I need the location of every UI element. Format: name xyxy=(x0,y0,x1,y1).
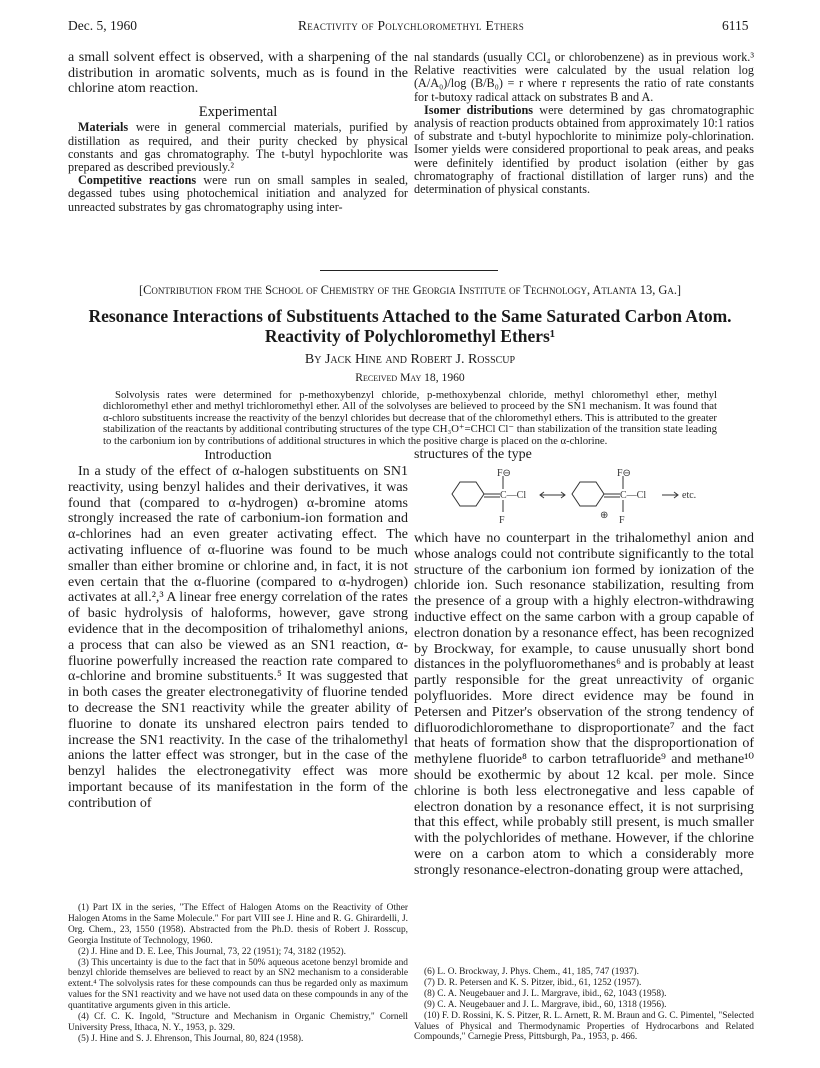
isomer-text: were determined by gas chromatographic analysis of reaction products obtained from approximately 10:1 ratios of substrate and t-butyl hypochlorite to minimize poly-chlorination. Isomer yields were considered proportional to peak areas, and peaks were definitely identified by product isolation (either by gas chromatography of fractional distillation of larger runs) and the determination of physical constants. xyxy=(414,102,754,197)
isomer-paragraph xyxy=(414,104,754,196)
footnotes-right xyxy=(414,967,754,1043)
experimental-heading: Experimental xyxy=(198,103,278,120)
footnote: (8) C. A. Neugebauer and J. L. Margrave, ibid., 62, 1043 (1958). xyxy=(424,988,667,999)
received-date: Received May 18, 1960 xyxy=(355,371,465,384)
body-right-column xyxy=(414,531,754,879)
footnote: (5) J. Hine and S. J. Ehrenson, This Journal, 80, 824 (1958). xyxy=(78,1033,304,1044)
materials-text: were in general commercial materials, purified by distillation as required, and their purity checked by physical constants and gas chromatography. The t-butyl hypochlorite was prepared as described previously.² xyxy=(68,120,408,174)
benzene-ring-left xyxy=(452,482,484,506)
article-title-line-2: Reactivity of Polychloromethyl Ethers¹ xyxy=(264,326,556,346)
prev-article-right-column xyxy=(414,51,754,196)
scheme-f-top-left: F⊖ xyxy=(497,468,511,479)
footnote: (10) F. D. Rossini, K. S. Pitzer, R. L. Arnett, R. M. Braun and G. C. Pimentel, "Selected Values of Physical and Thermodynamic Properties of Hydrocarbons and Related Compounds," Carnegie Press, Pittsburgh, Pa., 1953, p. 466. xyxy=(414,1010,754,1043)
footnote: (2) J. Hine and D. E. Lee, This Journal, 73, 22 (1951); 74, 3182 (1952). xyxy=(78,946,347,957)
prev-article-left-column xyxy=(68,50,408,214)
running-title: Reactivity of Polychloromethyl Ethers xyxy=(298,18,525,33)
footnote: (4) Cf. C. K. Ingold, "Structure and Mechanism in Organic Chemistry," Cornell University Press, Ithaca, N. Y., 1953, p. 329. xyxy=(68,1012,408,1033)
scheme-plus-charge: ⊕ xyxy=(600,510,609,521)
article-title-line-1: Resonance Interactions of Substituents Attached to the Same Saturated Carbon Atom. xyxy=(88,306,732,326)
footnote: (6) L. O. Brockway, J. Phys. Chem., 41, 185, 747 (1937). xyxy=(424,967,639,977)
scheme-etc: etc. xyxy=(682,490,697,501)
scheme-f-bottom-right: F xyxy=(619,515,625,526)
body-left-column xyxy=(68,447,408,812)
materials-lead: Materials xyxy=(78,120,129,135)
introduction-paragraph: In a study of the effect of α-halogen substituents on SN1 reactivity, using benzyl halides and their derivatives, it was found that (compared to α-hydrogen) α-bromine atoms strongly increased the rate of carbonium-ion formation and α-chlorines had an even greater activating effect. The activating influence of α-fluorine was found to be much smaller than either bromine or chlorine and, in fact, it is not even certain that the α-fluorine (compared to α-hydrogen) activates at all.²,³ A linear free energy correlation of the rates of basic hydrolysis of haloforms, however, gave strong evidence that in the decomposition of trihalomethyl anions, a process that can also be viewed as an SN1 reaction, α-fluorine powerfully increased the reaction rate compared to α-chlorine and bromine substituents.⁵ It was suggested that in both cases the greater electronegativity of fluorine tended to decrease the SN1 reactivity while the greater ability of fluorine to donate its unshared electron pairs tended to increase the SN1 reactivity. In the case of the trihalomethyl anions the latter effect was stronger, but in the case of the benzyl halides the electronegativity effect was more important because of its manifestation in the form of the contribution of xyxy=(68,464,408,811)
footnotes-left xyxy=(68,903,408,1045)
resonance-paragraph: which have no counterpart in the trihalomethyl anion and whose analogs could not contribute significantly to the total structure of the carbonium ion formed by ionization of the chloride ion. Such resonance stabilization, resulting from the presence of a group with a highly electron-withdrawing inductive effect on the same carbon with a group capable of electron donation by a resonance effect, has been recognized by Brockway, for example, to cause unusually short bond distances in the polyfluoromethanes⁶ and is probably at least partly responsible for the great unreactivity of organic polyfluorides. More direct evidence may be found in Petersen and Pitzer's observation of the strong tendency of difluorodichloromethane to disproportionate⁷ and the fact that heats of formation show that the disproportionation of methylene fluoride⁸ to carbon tetrafluoride⁹ and methane¹⁰ should be exothermic by about 12 kcal. per mole. Since chlorine is both less electronegative and less capable of electron donation by a resonance effect, it is not surprising that this effect, while probably still present, is much smaller with the polychlorides of methane. However, if the chlorine were on a carbon atom to which a considerably more strongly resonance-electron-donating group were attached, xyxy=(414,531,754,878)
scheme-ccl-right: C—Cl xyxy=(620,490,647,501)
isomer-lead: Isomer distributions xyxy=(424,102,534,117)
competitive-text: were run on small samples in sealed, degassed tubes using photochemical initiation and analyzed for unreacted substrates by gas chromatography using inter- xyxy=(68,173,408,214)
benzene-ring-right xyxy=(572,482,604,506)
competitive-paragraph xyxy=(68,174,408,214)
footnote: (1) Part IX in the series, "The Effect of Halogen Atoms on the Reactivity of Other Halogen Atoms in the Same Molecule." For part VIII see J. Hine and R. G. Ghirardelli, J. Org. Chem., 23, 1550 (1958). Abstracted from the Ph.D. thesis of Robert J. Rosscup, Georgia Institute of Technology, 1960. xyxy=(68,903,408,946)
footnote: (7) D. R. Petersen and K. S. Pitzer, ibid., 61, 1252 (1957). xyxy=(424,977,642,988)
prev-paragraph: a small solvent effect is observed, with a sharpening of the distribution in aromatic solvents, much as is found in the chlorine atom reaction. xyxy=(68,49,408,97)
page-number: 6115 xyxy=(722,18,749,33)
resonance-structures-scheme xyxy=(440,466,740,530)
competitive-lead: Competitive reactions xyxy=(78,173,197,188)
section-divider xyxy=(320,270,498,271)
footnote: (3) This uncertainty is due to the fact that in 50% aqueous acetone benzyl bromide and benzyl chloride themselves are believed to react by an SN2 mechanism to a considerable extent.⁴ The solvolysis rates for these compounds can thus be regarded only as maximum values for the SN1 reactivity and we have not used data on these compounds in any of the quantitative arguments given in this article. xyxy=(68,957,408,1012)
materials-paragraph xyxy=(68,121,408,174)
abstract: Solvolysis rates were determined for p-methoxybenzyl chloride, p-methoxybenzal chloride, methyl chloromethyl ether, methyl dichloromethyl ether and methyl trichloromethyl ether. All of the solvolyses are believed to proceed by the SN1 mechanism. It was found that α-chloro substituents increase the reactivity of the benzyl chlorides but decrease that of the chloromethyl ethers. This is attributed to the greater stabilization of the reactants by additional contributing structures of the type CH₃O⁺=CHCl Cl⁻ than stabilization of the transition state leading to the carbonium ion by contributions of additional structures in which the positive charge is placed on the α-chlorine. xyxy=(103,389,717,447)
footnote: (9) C. A. Neugebauer and J. L. Margrave, ibid., 60, 1318 (1956). xyxy=(424,999,667,1010)
standards-paragraph: nal standards (usually CCl₄ or chlorobenzene) as in previous work.³ Relative reactivities were calculated by the usual relation log (A/A₀)/log (B/B₀) = r where r represents the ratio of rate constants for t-butoxy radical attack on substrates B and A. xyxy=(414,50,754,104)
scheme-f-top-right: F⊖ xyxy=(617,468,631,479)
contribution-line: [Contribution from the School of Chemistry of the Georgia Institute of Technology, Atlanta 13, Ga.] xyxy=(138,283,682,297)
structures-lead: structures of the type xyxy=(414,447,532,462)
authors: By Jack Hine and Robert J. Rosscup xyxy=(304,352,516,367)
header-date: Dec. 5, 1960 xyxy=(68,18,137,33)
scheme-ccl-left: C—Cl xyxy=(500,490,527,501)
introduction-heading: Introduction xyxy=(204,447,272,462)
scheme-f-bottom-left: F xyxy=(499,515,505,526)
